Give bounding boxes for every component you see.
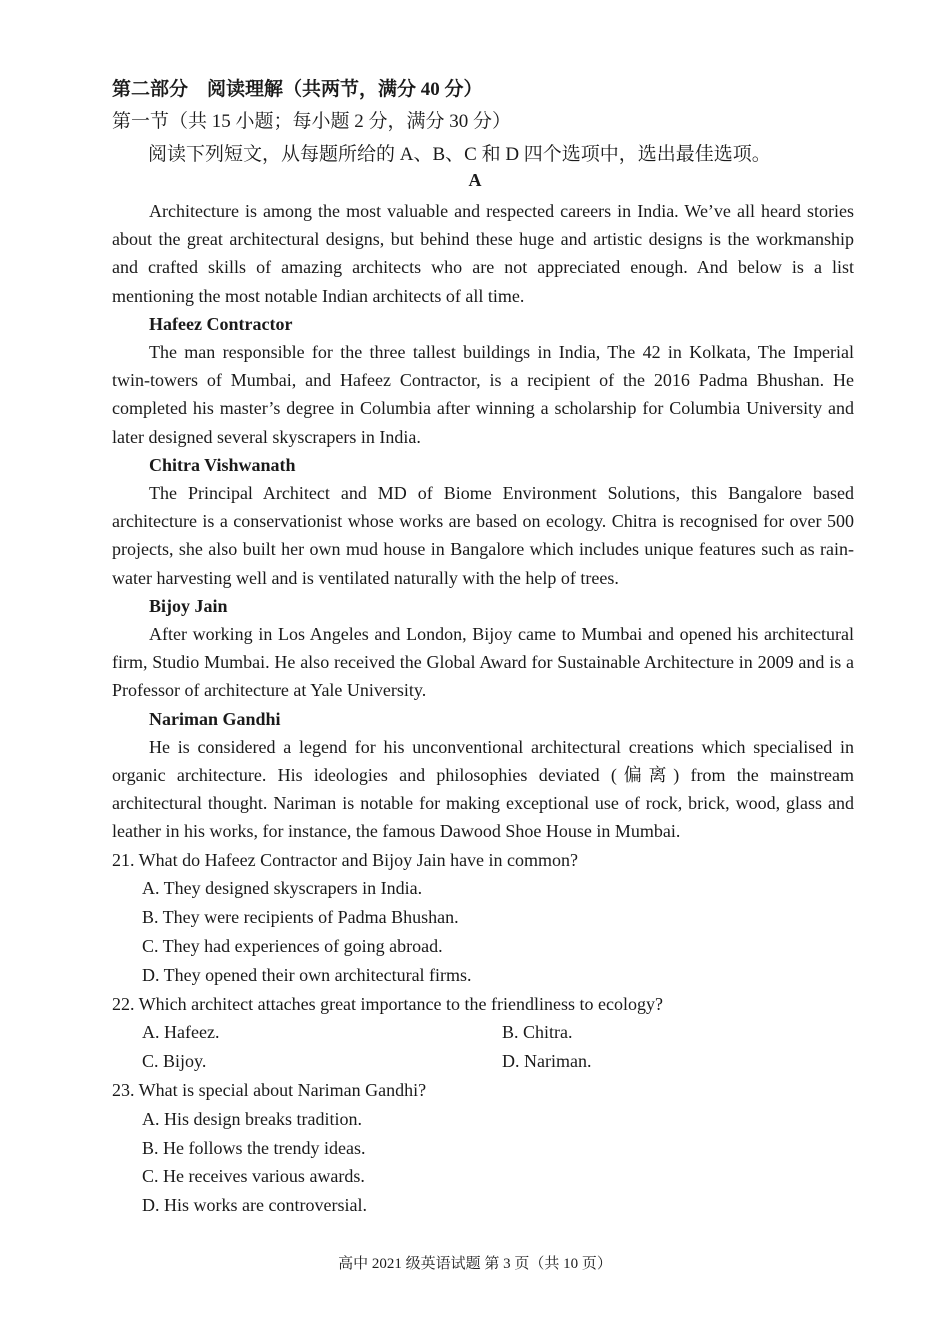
answer-option: C. They had experiences of going abroad. bbox=[142, 936, 443, 957]
answer-option: B. He follows the trendy ideas. bbox=[142, 1137, 366, 1158]
architect-description: The Principal Architect and MD of Biome Environment Solutions, this Bangalore based architecture is a conservationist whose works are based on ecology. Chitra is recognised for over 500 projects, she also built her own mud house in Bangalore which includes unique features such as rain-water harvesting well and is ventilated naturally with the help of trees. bbox=[112, 483, 854, 588]
answer-option: A. His design breaks tradition. bbox=[142, 1108, 362, 1129]
answer-option: B. They were recipients of Padma Bhushan. bbox=[142, 907, 459, 928]
section-title: 第二部分 阅读理解（共两节，满分 40 分） bbox=[112, 79, 483, 100]
architect-name: Bijoy Jain bbox=[149, 595, 228, 616]
answer-option: B. Chitra. bbox=[502, 1022, 573, 1043]
answer-option: D. His works are controversial. bbox=[142, 1195, 367, 1216]
architect-description: He is considered a legend for his unconventional architectural creations which specialised in organic architecture. His ideologies and philosophies deviated (偏离) from the mainstream architectural thought. Nariman is notable for making exceptional use of rock, brick, wood, glass and leather in his works, for instance, the famous Dawood Shoe House in Mumbai. bbox=[112, 736, 854, 842]
passage-intro: Architecture is among the most valuable and respected careers in India. We’ve all heard stories about the great architectural designs, but behind these huge and artistic designs is the workmanship and crafted skills of amazing architects who are not appreciated enough. And below is a list mentioning the most notable Indian architects of all time. bbox=[112, 201, 854, 306]
architect-name: Chitra Vishwanath bbox=[149, 454, 296, 475]
question-list bbox=[112, 846, 854, 1220]
answer-option: A. They designed skyscrapers in India. bbox=[142, 878, 423, 899]
answer-option: D. They opened their own architectural firms. bbox=[142, 964, 472, 985]
answer-option: C. He receives various awards. bbox=[142, 1166, 365, 1187]
subsection-title: 第一节（共 15 小题；每小题 2 分，满分 30 分） bbox=[112, 111, 512, 132]
answer-option: C. Bijoy. bbox=[142, 1051, 207, 1072]
passage-letter: A bbox=[468, 170, 482, 190]
page-footer: 高中 2021 级英语试题 第 3 页（共 10 页） bbox=[338, 1256, 612, 1272]
architect-description: The man responsible for the three tallest buildings in India, The 42 in Kolkata, The Imperial twin-towers of Mumbai, and Hafeez Contractor, is a recipient of the 2016 Padma Bhushan. He completed his master’s degree in Columbia after winning a scholarship for Columbia University and later designed several skyscrapers in India. bbox=[112, 342, 854, 447]
architect-name: Nariman Gandhi bbox=[149, 708, 281, 729]
question-stem: 22. Which architect attaches great importance to the friendliness to ecology? bbox=[112, 993, 663, 1014]
answer-option-row bbox=[112, 1047, 854, 1076]
passage-body bbox=[112, 197, 854, 1220]
question-stem: 21. What do Hafeez Contractor and Bijoy Jain have in common? bbox=[112, 849, 579, 870]
answer-option: A. Hafeez. bbox=[142, 1022, 220, 1043]
architect-description: After working in Los Angeles and London, Bijoy came to Mumbai and opened his architectural firm, Studio Mumbai. He also received the Global Award for Sustainable Architecture in 2009 and is a Professor of architecture at Yale University. bbox=[112, 624, 854, 701]
architect-name: Hafeez Contractor bbox=[149, 313, 293, 334]
question-stem: 23. What is special about Nariman Gandhi? bbox=[112, 1080, 427, 1101]
answer-option-row bbox=[112, 1018, 854, 1047]
answer-option: D. Nariman. bbox=[502, 1051, 592, 1072]
instruction-text: 阅读下列短文，从每题所给的 A、B、C 和 D 四个选项中，选出最佳选项。 bbox=[148, 144, 771, 165]
